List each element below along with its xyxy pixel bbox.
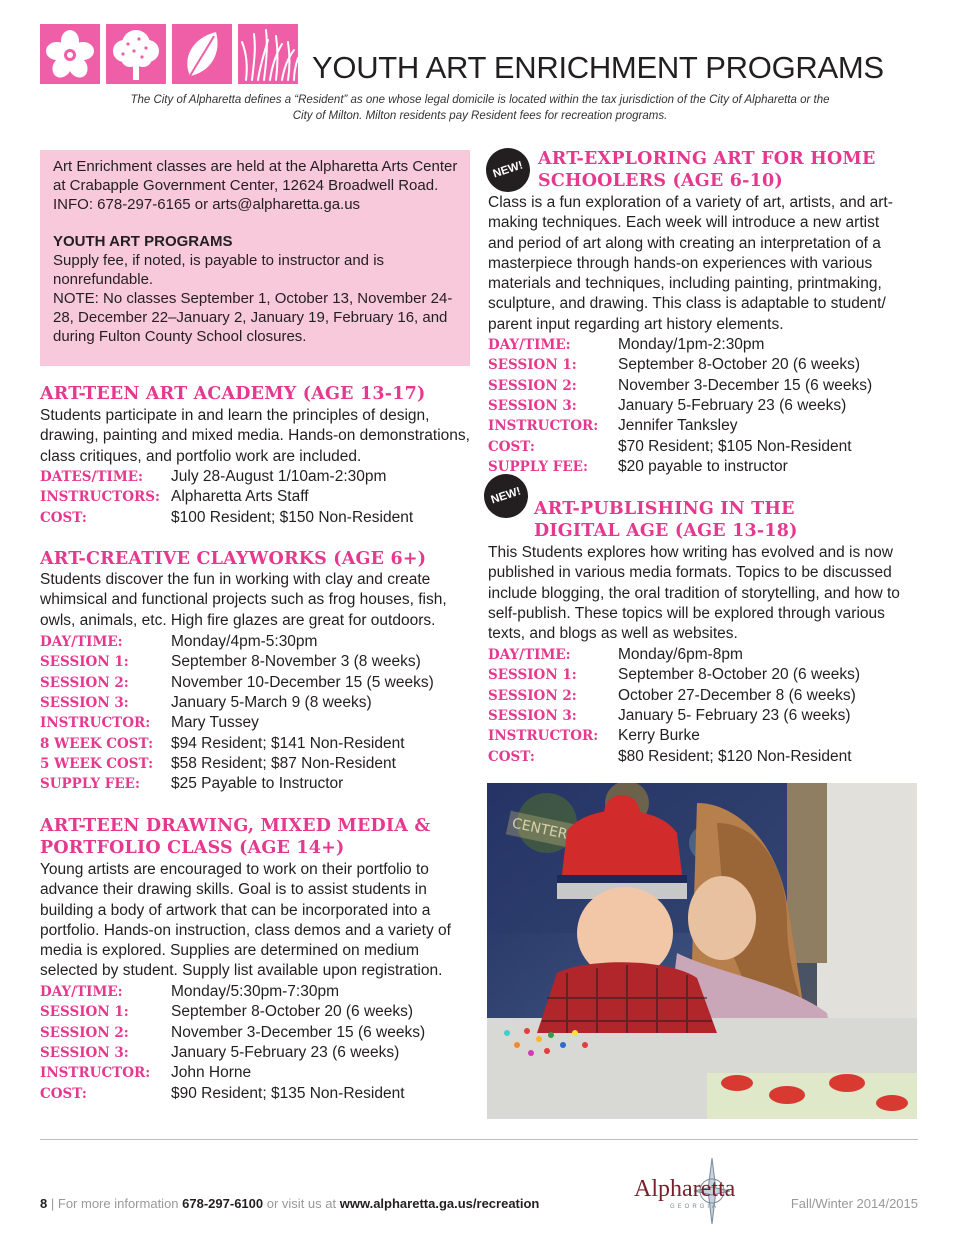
detail-label: SESSION 3: xyxy=(40,1044,129,1061)
detail-value: John Horne xyxy=(171,1064,252,1082)
info-box xyxy=(40,150,470,366)
detail-label: SESSION 1: xyxy=(40,1004,129,1021)
info-heading: YOUTH ART PROGRAMS xyxy=(53,233,233,250)
detail-value: $90 Resident; $135 Non-Resident xyxy=(171,1084,405,1102)
detail-value: October 27-December 8 (6 weeks) xyxy=(618,686,856,704)
footer-rule xyxy=(40,1139,918,1140)
footer-visit-text: or visit us at xyxy=(266,1196,337,1211)
detail-label: SESSION 1: xyxy=(40,654,129,671)
detail-value: January 5- February 23 (6 weeks) xyxy=(618,706,851,724)
resident-note xyxy=(40,92,920,124)
flower-icon xyxy=(40,24,100,84)
detail-label: INSTRUCTOR: xyxy=(40,715,151,732)
logo-subtext: GEORGIA xyxy=(670,1204,720,1210)
detail-label: SESSION 3: xyxy=(488,707,577,724)
detail-label: DAY/TIME: xyxy=(488,337,571,353)
clayworks-title: ART-CREATIVE CLAYWORKS (AGE 6+) xyxy=(40,549,427,569)
footer-url-link[interactable]: www.alpharetta.ga.us/recreation xyxy=(339,1196,540,1211)
info-location: Art Enrichment classes are held at the Alpharetta Arts Center at Crabapple Government Center, 12624 Broadwell Road. INFO: 678-297-6165 or arts@alpharetta.ga.us xyxy=(53,158,458,213)
detail-label: INSTRUCTOR: xyxy=(488,418,599,435)
detail-label: COST: xyxy=(488,438,535,455)
alpharetta-logo xyxy=(632,1156,752,1226)
detail-label: COST: xyxy=(488,748,535,765)
detail-value: $70 Resident; $105 Non-Resident xyxy=(618,437,852,455)
detail-value: Jennifer Tanksley xyxy=(618,417,738,435)
resident-note-line-1: The City of Alpharetta defines a “Resident” as one whose legal domicile is located within the tax jurisdiction of the City of Alpharetta or the xyxy=(130,94,830,106)
info-supply-note: Supply fee, if noted, is payable to instructor and is nonrefundable. xyxy=(53,252,385,288)
detail-label: INSTRUCTORS: xyxy=(40,489,160,506)
footer-info xyxy=(40,1196,539,1211)
detail-value: Monday/4pm-5:30pm xyxy=(171,633,318,650)
detail-value: Mary Tussey xyxy=(171,714,259,732)
homeschool-title-line-2: SCHOOLERS (AGE 6-10) xyxy=(538,171,783,191)
detail-value: January 5-February 23 (6 weeks) xyxy=(618,396,847,414)
detail-label: SESSION 1: xyxy=(488,667,577,684)
detail-value: $94 Resident; $141 Non-Resident xyxy=(171,734,405,752)
detail-value: $100 Resident; $150 Non-Resident xyxy=(171,508,414,526)
homeschool-title-line-1: ART-EXPLORING ART FOR HOME xyxy=(538,149,876,169)
detail-value: Alpharetta Arts Staff xyxy=(171,488,309,506)
detail-value: $20 payable to instructor xyxy=(618,457,788,475)
detail-label: DATES/TIME: xyxy=(40,469,144,485)
detail-label: COST: xyxy=(40,1085,87,1102)
publishing-title-line-2: DIGITAL AGE (AGE 13-18) xyxy=(534,521,798,541)
detail-label: INSTRUCTOR: xyxy=(40,1065,151,1082)
detail-value: $80 Resident; $120 Non-Resident xyxy=(618,747,852,765)
tree-icon xyxy=(106,24,166,84)
detail-value: $58 Resident; $87 Non-Resident xyxy=(171,754,396,772)
detail-value: January 5-February 23 (6 weeks) xyxy=(171,1043,400,1061)
detail-label: DAY/TIME: xyxy=(40,634,123,650)
detail-label: SESSION 1: xyxy=(488,357,577,374)
resident-note-line-2: City of Milton. Milton residents pay Resident fees for recreation programs. xyxy=(292,110,668,122)
drawing-title-line-1: ART-TEEN DRAWING, MIXED MEDIA & xyxy=(40,816,431,836)
detail-value: September 8-October 20 (6 weeks) xyxy=(618,356,861,374)
leaf-icon xyxy=(172,24,232,84)
homeschool-description: Class is a fun exploration of a variety of art, artists, and art-making techniques. Each week will introduce a new artist and period of art along with creating an interpretation of a masterpiece through hands-on experiences with various materials and techniques, including painting, printmaking, sculpture, and drawing. This class is adaptable to student/ parent input regarding art history elements. xyxy=(488,194,893,333)
detail-label: SESSION 2: xyxy=(488,687,577,704)
publishing-description: This Students explores how writing has evolved and is now published in various media formats. Topics to be discussed include blogging, the oral tradition of storytelling, and how to self-publish. These topics will be explored through various texts, and blogs as well as websites. xyxy=(488,544,900,643)
detail-value: September 8-November 3 (8 weeks) xyxy=(171,653,421,671)
teen-academy-title: ART-TEEN ART ACADEMY (AGE 13-17) xyxy=(40,384,426,404)
detail-label: SUPPLY FEE: xyxy=(488,458,588,475)
detail-label: SESSION 3: xyxy=(488,397,577,414)
page-number: 8 xyxy=(40,1196,48,1211)
detail-label: INSTRUCTOR: xyxy=(488,728,599,745)
detail-label: COST: xyxy=(40,509,87,526)
detail-value: Monday/6pm-8pm xyxy=(618,646,743,663)
detail-label: SESSION 3: xyxy=(40,694,129,711)
detail-value: September 8-October 20 (6 weeks) xyxy=(618,666,861,684)
publishing-title-line-1: ART-PUBLISHING IN THE xyxy=(534,499,795,519)
detail-label: DAY/TIME: xyxy=(40,984,123,1000)
detail-value: Monday/5:30pm-7:30pm xyxy=(171,983,340,1000)
info-closures-note: NOTE: No classes September 1, October 13, November 24-28, December 22–January 2, January 19, February 16, and during Fulton County School closures. xyxy=(53,290,453,345)
detail-value: Monday/1pm-2:30pm xyxy=(618,336,765,353)
footer-separator: | xyxy=(50,1196,55,1211)
drawing-description: Young artists are encouraged to work on their portfolio to advance their drawing skills. Goal is to assist students in building a body of artwork that can be incorporated into a portfolio. Hands-on instruction, class demos and a variety of media is explored. Supplies are determined on medium selected by student. Supply list available upon registration. xyxy=(40,861,451,980)
detail-value: Kerry Burke xyxy=(618,727,700,745)
new-badge: NEW! xyxy=(478,468,533,523)
detail-label: DAY/TIME: xyxy=(488,647,571,663)
footer-phone: 678-297-6100 xyxy=(182,1196,264,1211)
detail-label: SUPPLY FEE: xyxy=(40,776,140,793)
detail-label: 5 WEEK COST: xyxy=(40,755,154,772)
detail-label: SESSION 2: xyxy=(488,377,577,394)
page-title: YOUTH ART ENRICHMENT PROGRAMS xyxy=(312,50,884,85)
teen-academy-description: Students participate in and learn the principles of design, drawing, painting and mixed media. Hands-on demonstrations, class critiques, and portfolio work are included. xyxy=(40,407,470,465)
new-badge: NEW! xyxy=(480,142,535,197)
photo-wall-text: CENTER xyxy=(510,815,569,843)
footer-info-prefix: For more information xyxy=(57,1196,179,1211)
detail-label: SESSION 2: xyxy=(40,674,129,691)
clayworks-description: Students discover the fun in working with clay and create whimsical and functional projects such as frog houses, fish, owls, animals, etc. High fire glazes are great for outdoors. xyxy=(40,571,447,629)
detail-label: 8 WEEK COST: xyxy=(40,735,154,752)
detail-value: November 10-December 15 (5 weeks) xyxy=(171,673,434,691)
detail-value: July 28-August 1/10am-2:30pm xyxy=(171,468,387,485)
detail-value: November 3-December 15 (6 weeks) xyxy=(171,1023,426,1041)
detail-value: $25 Payable to Instructor xyxy=(171,775,344,793)
grass-icon xyxy=(238,24,298,84)
drawing-title-line-2: PORTFOLIO CLASS (AGE 14+) xyxy=(40,838,345,858)
class-photo xyxy=(487,783,917,1119)
detail-value: January 5-March 9 (8 weeks) xyxy=(171,693,372,711)
detail-value: November 3-December 15 (6 weeks) xyxy=(618,376,873,394)
footer-season: Fall/Winter 2014/2015 xyxy=(790,1196,918,1211)
detail-label: SESSION 2: xyxy=(40,1024,129,1041)
logo-text: Alpharetta xyxy=(634,1176,736,1202)
detail-value: September 8-October 20 (6 weeks) xyxy=(171,1003,414,1021)
